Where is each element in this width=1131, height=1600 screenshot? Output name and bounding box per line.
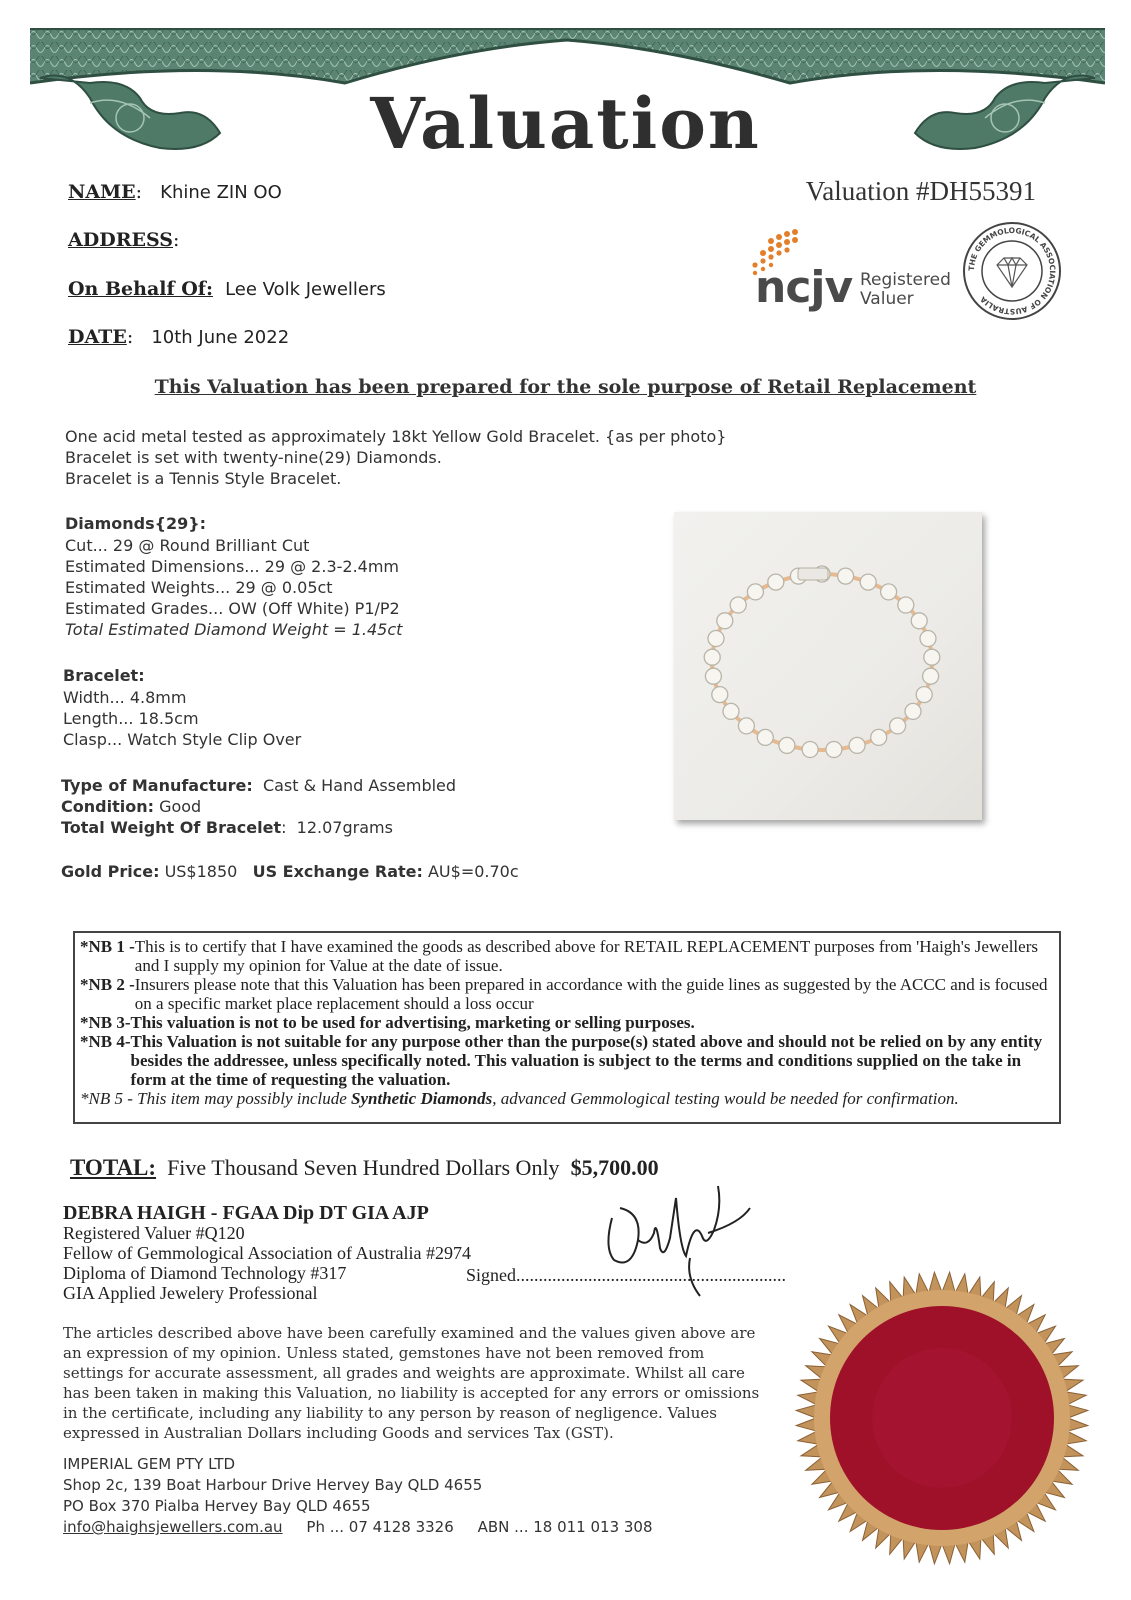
seal-rim-point (942, 1543, 955, 1564)
note-key: *NB 3- (80, 1013, 131, 1032)
condition (61, 796, 456, 817)
bracelet-stone (738, 718, 754, 734)
condition-label: Condition: (61, 797, 154, 816)
note-5-pre: *NB 5 - This item may possibly include (80, 1089, 352, 1108)
seal-rim-point (1067, 1418, 1088, 1431)
bracelet-stone (704, 649, 720, 665)
contact-line (63, 1517, 653, 1538)
bracelet-stone (849, 737, 865, 753)
gold-price-value: US$1850 (164, 862, 238, 881)
valuer-line: Fellow of Gemmological Association of Australia #2974 (63, 1243, 471, 1263)
date-value: 10th June 2022 (151, 327, 290, 348)
seal-rim-point (929, 1272, 942, 1293)
bracelet-stone (747, 584, 763, 600)
description-line: One acid metal tested as approximately 18kt Yellow Gold Bracelet. {as per photo} (65, 427, 727, 446)
svg-text:THE GEMMOLOGICAL ASSOCIATION O (967, 226, 1057, 316)
bracelet-stone (881, 584, 897, 600)
bracelet-stone (723, 703, 739, 719)
bracelet-stone (923, 668, 939, 684)
diamond-grades: Estimated Grades... OW (Off White) P1/P2 (65, 599, 400, 618)
bracelet-heading: Bracelet: (63, 666, 145, 685)
note-text: This Valuation is not suitable for any purpose other than the purpose(s) stated above and should not be relied on by any entity besides the addressee, unless specifically noted. This valuation is subject to the terms and conditions supplied on the take in form at the time of requesting the valuation. (130, 1032, 1043, 1089)
price-line (61, 861, 519, 882)
ncjv-wordmark: ncjv (755, 262, 853, 313)
note-key: *NB 1 - (80, 937, 135, 956)
ncjv-logo (745, 226, 960, 316)
name-value: Khine ZIN OO (160, 182, 282, 203)
bracelet-clasp: Clasp... Watch Style Clip Over (63, 730, 302, 749)
note-5-post: , advanced Gemmological testing would be needed for confirmation. (492, 1089, 959, 1108)
note-text: Insurers please note that this Valuation has been prepared in accordance with the guide lines as suggested by the ACCC and is focused on a specific market place replacement should a loss occur (134, 975, 1048, 1013)
gemmological-association-seal (962, 221, 1062, 321)
behalf-value: Lee Volk Jewellers (225, 279, 386, 300)
wax-seal (792, 1268, 1092, 1568)
exchange-rate-value: AU$=0.70c (427, 862, 519, 881)
valuer-line: Registered Valuer #Q120 (63, 1223, 245, 1243)
valuer-line: GIA Applied Jewelery Professional (63, 1283, 318, 1303)
total-line (70, 1155, 659, 1181)
seal-rim-point (942, 1272, 955, 1293)
bracelet-width: Width... 4.8mm (63, 688, 187, 707)
total-weight-value: 12.07grams (296, 818, 393, 837)
company-name: IMPERIAL GEM PTY LTD (63, 1455, 236, 1473)
abn: ABN ... 18 011 013 308 (477, 1518, 653, 1536)
diamonds-section (65, 513, 402, 640)
date-field: DATE: 10th June 2022 (68, 326, 290, 348)
address-label: ADDRESS (68, 229, 173, 251)
valuation-number: Valuation #DH55391 (805, 176, 1036, 206)
bracelet-stone (838, 568, 854, 584)
note-5-bold: Synthetic Diamonds (351, 1089, 493, 1108)
bracelet-stone (712, 687, 728, 703)
bracelet-stone (768, 574, 784, 590)
condition-value: Good (159, 797, 202, 816)
total-weight-label: Total Weight Of Bracelet (61, 818, 282, 837)
total-label: TOTAL: (70, 1155, 157, 1180)
diamond-dimensions: Estimated Dimensions... 29 @ 2.3-2.4mm (65, 557, 400, 576)
note-3 (80, 1013, 1059, 1032)
company-po-box: PO Box 370 Pialba Hervey Bay QLD 4655 (63, 1497, 371, 1515)
seal-rim-point (1067, 1405, 1088, 1418)
note-text: This is to certify that I have examined the goods as described above for RETAIL REPLACEMENT purposes from 'Haigh's Jewellers and I supply my opinion for Value at the date of issue. (134, 937, 1038, 975)
note-5 (80, 1089, 1059, 1108)
bracelet-stone (916, 687, 932, 703)
note-4 (80, 1032, 1059, 1089)
manufacture-type-label: Type of Manufacture: (61, 776, 253, 795)
bracelet-stone (717, 613, 733, 629)
diamond-total-weight: Total Estimated Diamond Weight = 1.45ct (65, 620, 403, 639)
note-text: This valuation is not to be used for advertising, marketing or selling purposes. (130, 1013, 695, 1032)
note-2 (80, 975, 1059, 1013)
seal-rim-point (796, 1405, 817, 1418)
bracelet-stone (905, 703, 921, 719)
bracelet-stone (871, 729, 887, 745)
bracelet-stone (779, 737, 795, 753)
bracelet-stone (898, 597, 914, 613)
signed-line: Signed............................................................ (466, 1265, 787, 1285)
behalf-label: On Behalf Of: (68, 278, 213, 300)
manufacture-type-value: Cast & Hand Assembled (262, 776, 457, 795)
valuer-name: DEBRA HAIGH - FGAA Dip DT GIA AJP (63, 1202, 429, 1224)
total-amount: $5,700.00 (570, 1155, 659, 1180)
bracelet-stone (890, 718, 906, 734)
phone: Ph ... 07 4128 3326 (306, 1518, 454, 1536)
behalf-field (68, 278, 386, 300)
bracelet-image (674, 512, 982, 820)
seal-rim-point (796, 1418, 817, 1431)
bracelet-stone (705, 668, 721, 684)
date-label: DATE (68, 326, 127, 348)
valuation-purpose: This Valuation has been prepared for the sole purpose of Retail Replacement (154, 376, 977, 398)
note-key: *NB 2 - (80, 975, 135, 994)
name-label: NAME (68, 181, 136, 203)
gaa-seal-text: THE GEMMOLOGICAL ASSOCIATION OF AUSTRALIA (966, 225, 1058, 317)
bracelet-stone (826, 742, 842, 758)
notes-box (73, 931, 1061, 1124)
bracelet-stone (708, 631, 724, 647)
diamonds-heading: Diamonds{29}: (65, 514, 207, 533)
manufacture-type (61, 775, 456, 796)
description-line: Bracelet is set with twenty-nine(29) Diamonds. (65, 448, 442, 467)
bracelet-length: Length... 18.5cm (63, 709, 199, 728)
company-address: Shop 2c, 139 Boat Harbour Drive Hervey Bay QLD 4655 (63, 1476, 483, 1494)
note-1 (80, 937, 1059, 975)
total-words: Five Thousand Seven Hundred Dollars Only (167, 1155, 560, 1180)
bracelet-stone (920, 631, 936, 647)
diamond-weights: Estimated Weights... 29 @ 0.05ct (65, 578, 333, 597)
total-weight: Total Weight Of Bracelet: 12.07grams (61, 818, 393, 837)
diamond-cut: Cut... 29 @ Round Brilliant Cut (65, 536, 310, 555)
name-field: NAME: Khine ZIN OO (68, 181, 282, 203)
email-link[interactable]: info@haighsjewellers.com.au (63, 1518, 283, 1536)
handwritten-signature (590, 1178, 780, 1298)
bracelet-section (63, 665, 301, 750)
document-title: Valuation (370, 82, 761, 165)
bracelet-photo (674, 512, 982, 820)
address-field: ADDRESS: (68, 229, 180, 251)
valuer-line: Diploma of Diamond Technology #317 (63, 1263, 347, 1283)
diamond-icon (997, 258, 1027, 287)
seal-rim-point (929, 1543, 942, 1564)
bracelet-stone (924, 649, 940, 665)
bracelet-stone (860, 574, 876, 590)
note-key: *NB 4- (80, 1032, 131, 1051)
item-description (65, 426, 726, 489)
description-line: Bracelet is a Tennis Style Bracelet. (65, 469, 342, 488)
gold-price-label: Gold Price: (61, 862, 160, 881)
exchange-rate-label: US Exchange Rate: (252, 862, 423, 881)
footer (63, 1454, 653, 1538)
manufacture-section (61, 775, 456, 838)
valuer-block (63, 1203, 471, 1303)
disclaimer-text: The articles described above have been carefully examined and the values given above are an expression of my opinion. Unless stated, gemstones have not been removed from settings for accurate assessment, all grades and weights are approximate. Whilst all care has been taken in making this Valuation, no liability is accepted for any errors or omissions in the certificate, including any liability to any person by reason of negligence. Values expressed in Australian Dollars including Goods and services Tax (GST). (63, 1324, 760, 1442)
bracelet-stone (911, 613, 927, 629)
bracelet-stone (802, 742, 818, 758)
ncjv-registered: Registered (860, 270, 951, 290)
ncjv-valuer: Valuer (860, 289, 914, 309)
bracelet-stone (730, 597, 746, 613)
bracelet-stone (757, 729, 773, 745)
